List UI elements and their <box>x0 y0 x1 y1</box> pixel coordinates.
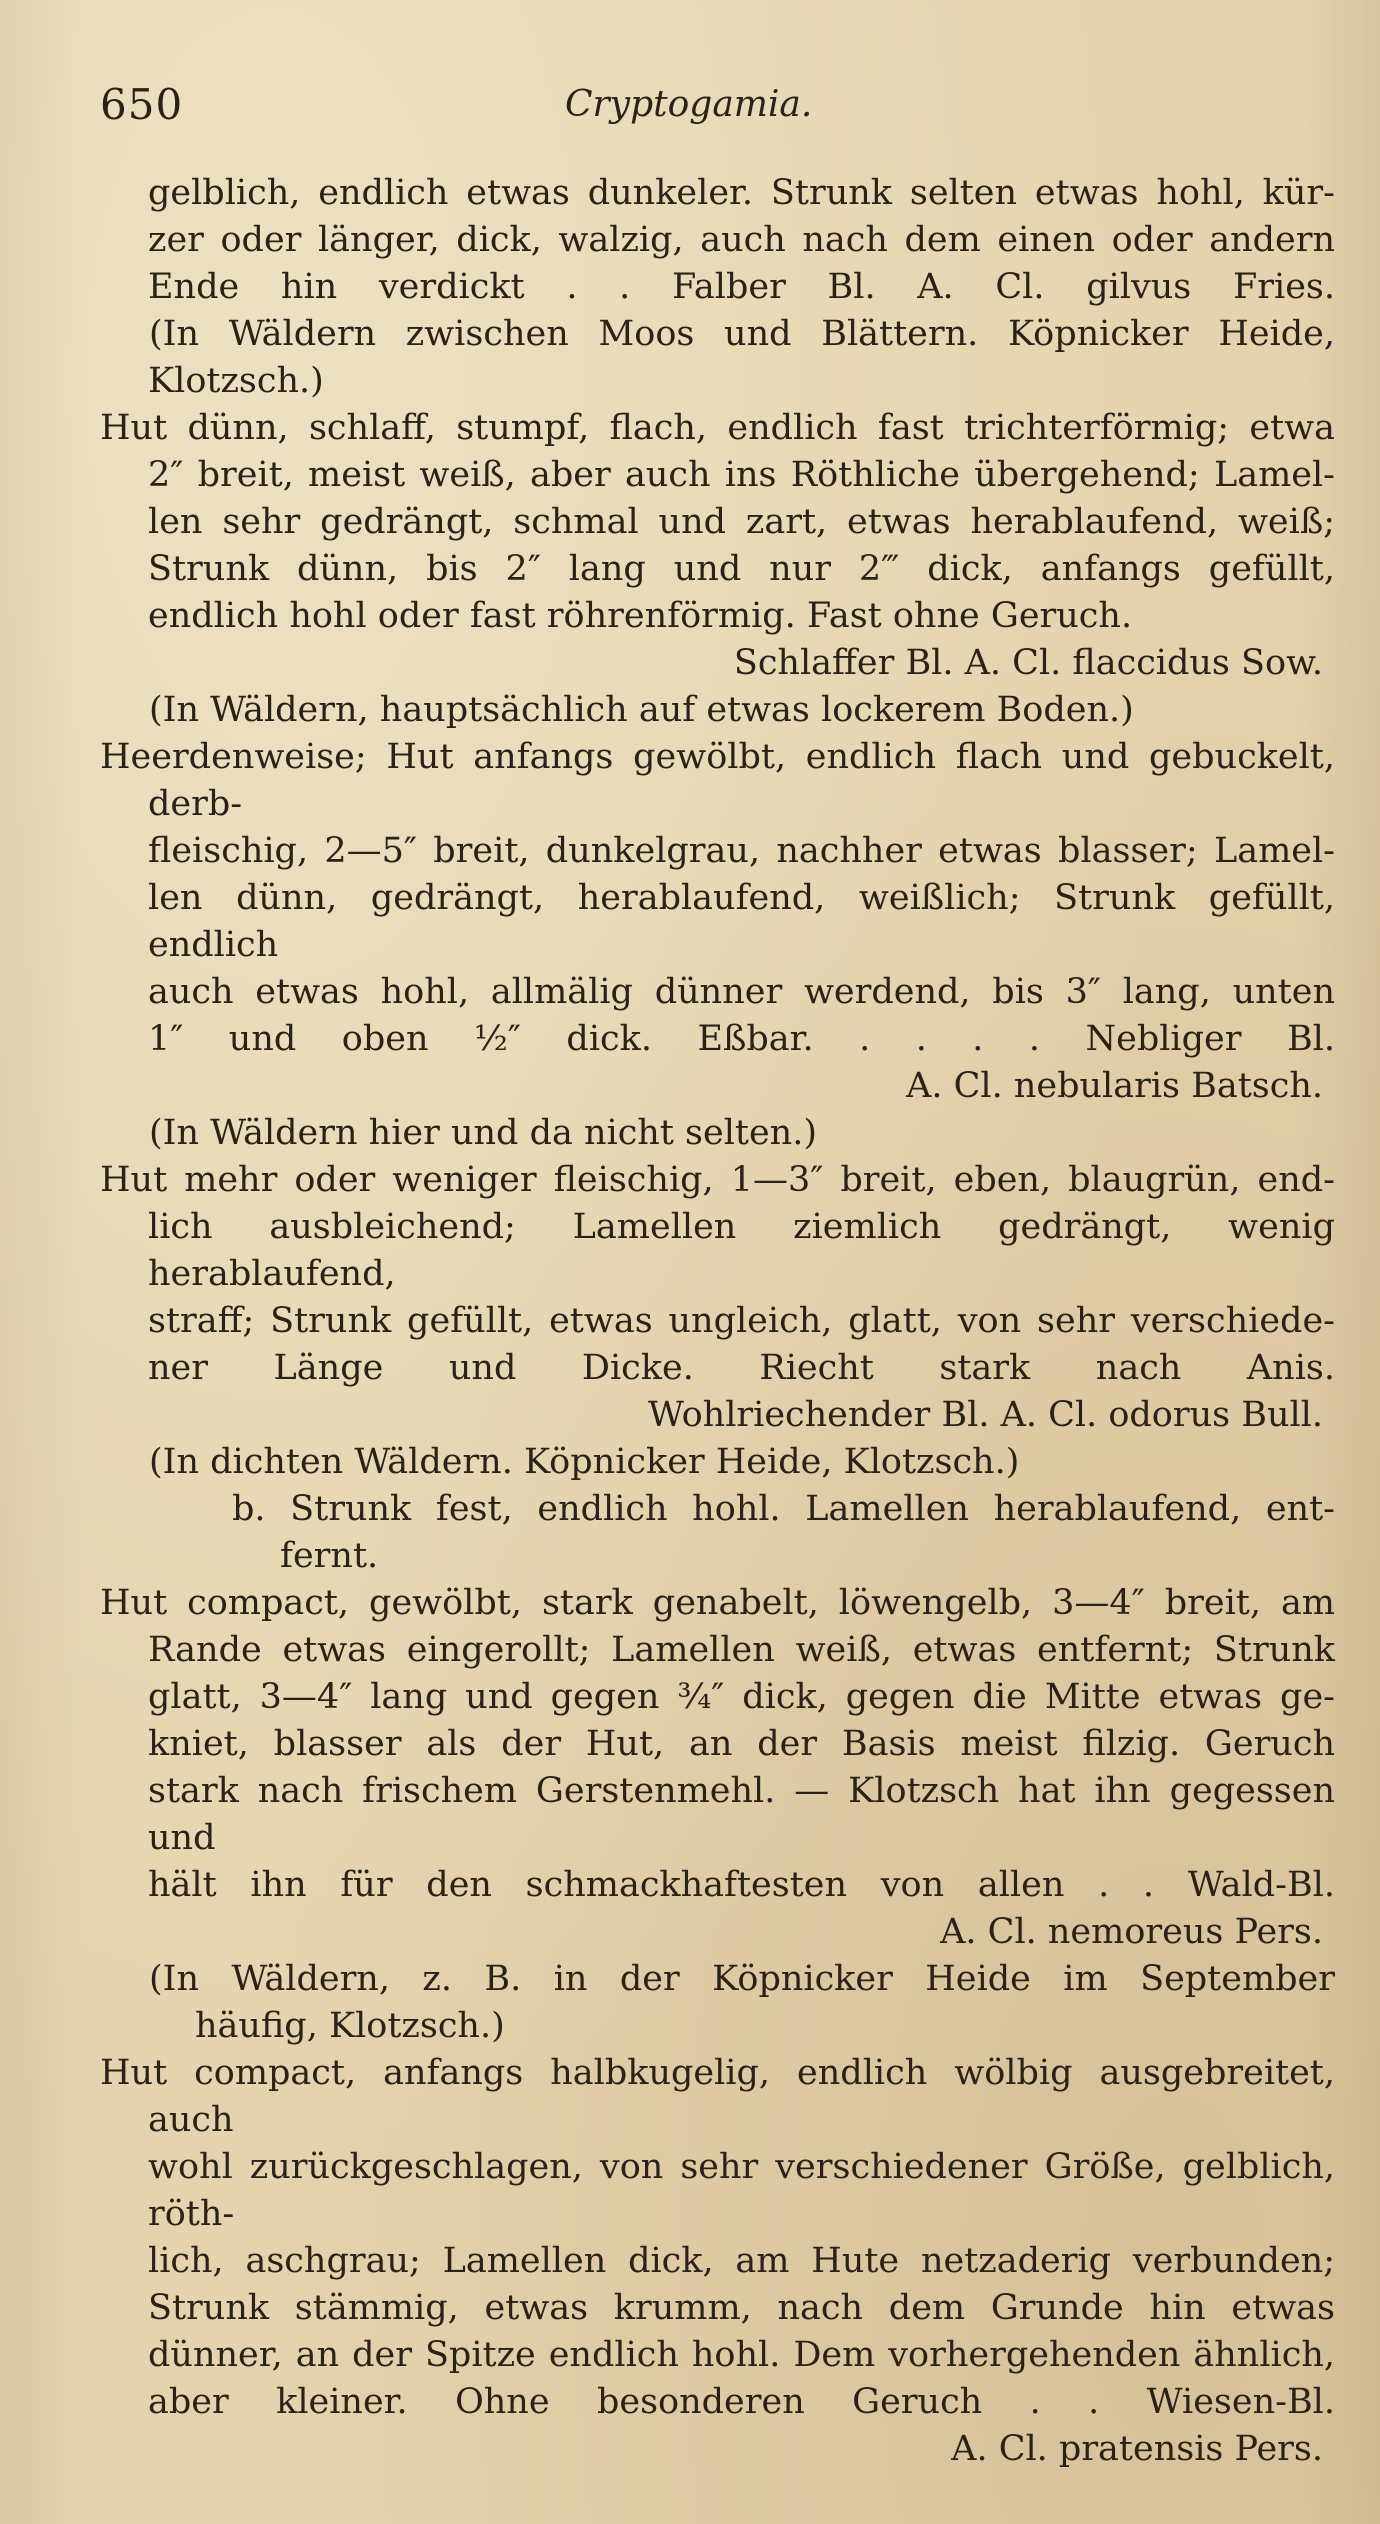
running-head: Cryptogamia. <box>565 84 813 125</box>
text-line: fernt. <box>280 1536 379 1576</box>
text-line: zer oder länger, dick, walzig, auch nach dem einen oder andern <box>148 220 1335 260</box>
text-line: Hut mehr oder weniger fleischig, 1—3″ breit, eben, blaugrün, end- <box>100 1160 1335 1200</box>
text-line: (In Wäldern zwischen Moos und Blättern. Köpnicker Heide, <box>149 314 1335 354</box>
text-line: len sehr gedrängt, schmal und zart, etwas herablaufend, weiß; <box>148 502 1335 542</box>
text-line: lich, aschgrau; Lamellen dick, am Hute netzaderig verbunden; <box>148 2241 1335 2281</box>
text-line: kniet, blasser als der Hut, an der Basis meist filzig. Geruch <box>148 1724 1335 1764</box>
text-line: straff; Strunk gefüllt, etwas ungleich, glatt, von sehr verschiede- <box>148 1301 1335 1341</box>
text-line: Strunk dünn, bis 2″ lang und nur 2‴ dick, anfangs gefüllt, <box>148 549 1335 589</box>
text-line: wohl zurückgeschlagen, von sehr verschiedener Größe, gelblich, röth- <box>148 2147 1335 2234</box>
text-line: gelblich, endlich etwas dunkeler. Strunk selten etwas hohl, kür- <box>148 173 1335 213</box>
text-line: endlich hohl oder fast röhrenförmig. Fast ohne Geruch. <box>148 596 1133 636</box>
page-header <box>100 80 1330 140</box>
text-line: ner Länge und Dicke. Riecht stark nach Anis. <box>148 1348 1335 1388</box>
text-line: Wohlriechender Bl. A. Cl. odorus Bull. <box>647 1395 1323 1435</box>
text-line: (In Wäldern, z. B. in der Köpnicker Heide im September <box>149 1959 1335 1999</box>
text-line: hält ihn für den schmackhaftesten von allen . . Wald-Bl. <box>148 1865 1335 1905</box>
text-line: aber kleiner. Ohne besonderen Geruch . . Wiesen-Bl. <box>148 2382 1335 2422</box>
text-line: (In Wäldern hier und da nicht selten.) <box>149 1113 818 1153</box>
text-line: (In Wäldern, hauptsächlich auf etwas lockerem Boden.) <box>149 690 1134 730</box>
text-line: glatt, 3—4″ lang und gegen ¾″ dick, gegen die Mitte etwas ge- <box>148 1677 1335 1717</box>
text-line: auch etwas hohl, allmälig dünner werdend, bis 3″ lang, unten <box>148 972 1335 1012</box>
text-line: dünner, an der Spitze endlich hohl. Dem vorhergehenden ähnlich, <box>148 2335 1335 2375</box>
text-line: Strunk stämmig, etwas krumm, nach dem Grunde hin etwas <box>148 2288 1335 2328</box>
text-line: A. Cl. pratensis Pers. <box>951 2429 1323 2469</box>
text-line: A. Cl. nemoreus Pers. <box>940 1912 1323 1952</box>
text-line: Rande etwas eingerollt; Lamellen weiß, etwas entfernt; Strunk <box>148 1630 1335 1670</box>
text-line: lich ausbleichend; Lamellen ziemlich gedrängt, wenig herablaufend, <box>148 1207 1335 1294</box>
text-line: Schlaffer Bl. A. Cl. flaccidus Sow. <box>733 643 1323 683</box>
text-line: 2″ breit, meist weiß, aber auch ins Röthliche übergehend; Lamel- <box>148 455 1335 495</box>
text-line: A. Cl. nebularis Batsch. <box>906 1066 1323 1106</box>
body-text <box>100 170 1335 2473</box>
page-number: 650 <box>100 80 184 129</box>
text-line: fleischig, 2—5″ breit, dunkelgrau, nachher etwas blasser; Lamel- <box>148 831 1335 871</box>
text-line: Klotzsch.) <box>148 361 324 401</box>
text-line: len dünn, gedrängt, herablaufend, weißlich; Strunk gefüllt, endlich <box>148 878 1335 965</box>
text-line: (In dichten Wäldern. Köpnicker Heide, Klotzsch.) <box>149 1442 1020 1482</box>
text-line: Hut compact, gewölbt, stark genabelt, löwengelb, 3—4″ breit, am <box>100 1583 1335 1623</box>
text-line: Hut compact, anfangs halbkugelig, endlich wölbig ausgebreitet, auch <box>100 2053 1335 2140</box>
text-line: 1″ und oben ½″ dick. Eßbar. . . . . Nebliger Bl. <box>148 1019 1335 1059</box>
text-line: b. Strunk fest, endlich hohl. Lamellen herablaufend, ent- <box>232 1489 1335 1529</box>
text-line: häufig, Klotzsch.) <box>195 2006 505 2046</box>
text-line: Heerdenweise; Hut anfangs gewölbt, endlich flach und gebuckelt, derb- <box>100 737 1335 824</box>
text-line: Ende hin verdickt . . Falber Bl. A. Cl. gilvus Fries. <box>148 267 1335 307</box>
text-line: stark nach frischem Gerstenmehl. — Klotzsch hat ihn gegessen und <box>148 1771 1335 1858</box>
text-line: Hut dünn, schlaff, stumpf, flach, endlich fast trichterförmig; etwa <box>100 408 1335 448</box>
